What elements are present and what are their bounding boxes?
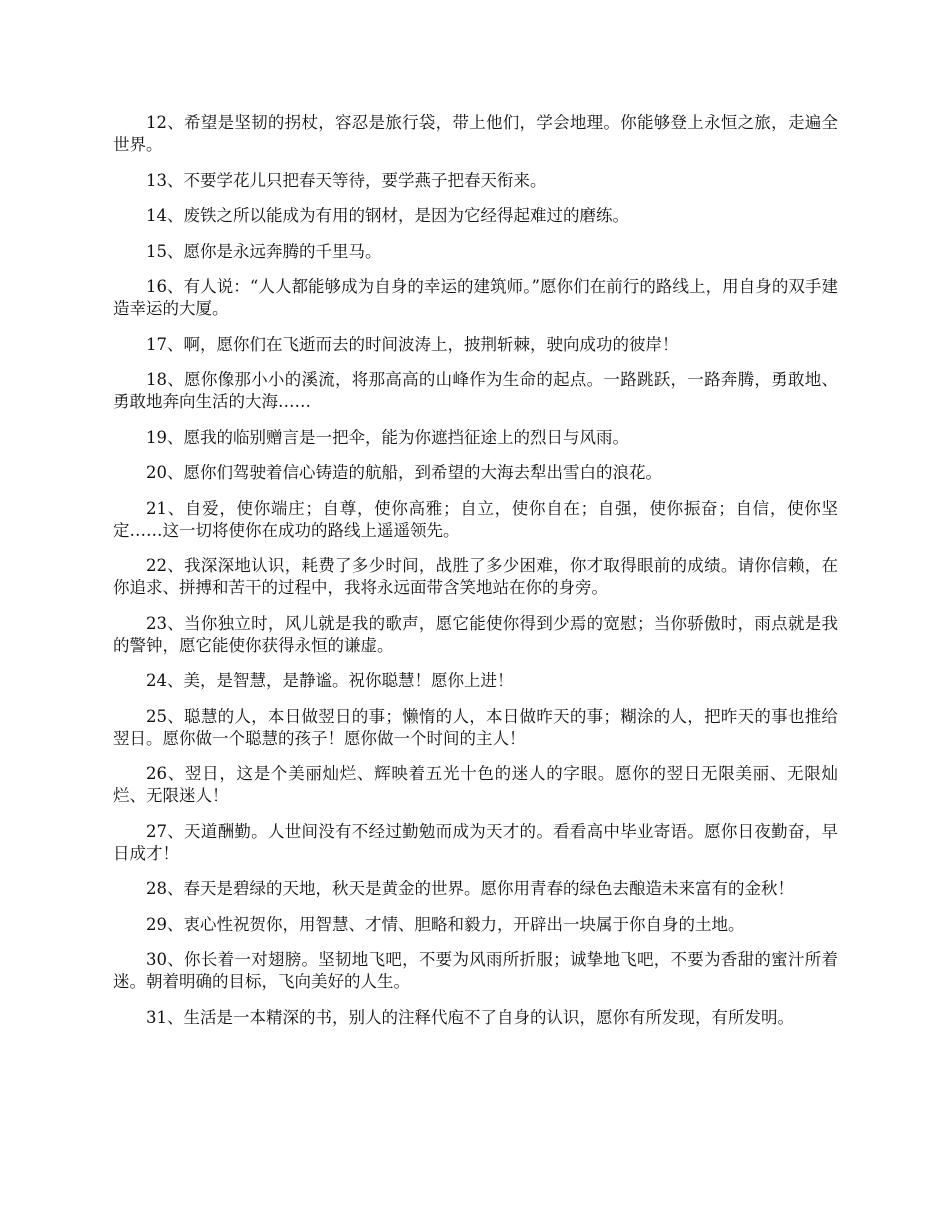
paragraph-18: 18、愿你像那小小的溪流，将那高高的山峰作为生命的起点。一路跳跃，一路奔腾，勇敢地、勇敢地奔向生活的大海…… <box>113 370 838 411</box>
paragraph-24: 24、美，是智慧，是静谧。祝你聪慧！愿你上进！ <box>146 671 514 690</box>
paragraph-27: 27、天道酬勤。人世间没有不经过勤勉而成为天才的。看看高中毕业寄语。愿你日夜勤奋，早日成才！ <box>113 821 838 863</box>
paragraph-22: 22、我深深地认识，耗费了多少时间，战胜了多少困难，你才取得眼前的成绩。请你信赖，在你追求、拼搏和苦干的过程中，我将永远面带含笑地站在你的身旁。 <box>113 556 838 597</box>
paragraph-30: 30、你长着一对翅膀。坚韧地飞吧，不要为风雨所折服；诚挚地飞吧，不要为香甜的蜜汁所着迷。朝着明确的目标，飞向美好的人生。 <box>113 950 838 991</box>
paragraph-19: 19、愿我的临别赠言是一把伞，能为你遮挡征途上的烈日与风雨。 <box>146 427 629 447</box>
paragraph-20: 20、愿你们驾驶着信心铸造的航船，到希望的大海去犁出雪白的浪花。 <box>146 463 662 482</box>
paragraph-31: 31、生活是一本精深的书，别人的注释代庖不了自身的认识，愿你有所发现，有所发明。 <box>146 1007 794 1027</box>
paragraph-12: 12、希望是坚韧的拐杖，容忍是旅行袋，带上他们，学会地理。你能够登上永恒之旅，走遍全世界。 <box>113 113 838 154</box>
paragraph-25: 25、聪慧的人，本日做翌日的事；懒惰的人，本日做昨天的事；糊涂的人，把昨天的事也推给翌日。愿你做一个聪慧的孩子！愿你做一个时间的主人！ <box>113 706 838 748</box>
paragraph-28: 28、春天是碧绿的天地，秋天是黄金的世界。愿你用青春的绿色去酿造未来富有的金秋！ <box>146 879 794 898</box>
paragraph-29: 29、衷心性祝贺你，用智慧、才情、胆略和毅力，开辟出一块属于你自身的土地。 <box>146 914 745 934</box>
paragraph-26: 26、翌日，这是个美丽灿烂、辉映着五光十色的迷人的字眼。愿你的翌日无限美丽、无限灿烂、无限迷人！ <box>113 764 838 805</box>
paragraph-23: 23、当你独立时，风儿就是我的歌声，愿它能使你得到少焉的宽慰；当你骄傲时，雨点就是我的警钟，愿它能使你获得永恒的谦虚。 <box>113 613 838 655</box>
paragraph-15: 15、愿你是永远奔腾的千里马。 <box>146 241 382 261</box>
paragraph-16: 16、有人说：“人人都能够成为自身的幸运的建筑师。”愿你们在前行的路线上，用自身的双手建造幸运的大厦。 <box>113 277 838 318</box>
paragraph-14: 14、废铁之所以能成为有用的钢材，是因为它经得起难过的磨练。 <box>146 206 629 225</box>
paragraph-17: 17、啊，愿你们在飞逝而去的时间波涛上，披荆斩棘，驶向成功的彼岸！ <box>146 334 679 354</box>
paragraph-13: 13、不要学花儿只把春天等待，要学燕子把春天衔来。 <box>146 170 547 190</box>
document-body <box>113 112 838 1042</box>
paragraph-21: 21、自爱，使你端庄；自尊，使你高雅；自立，使你自在；自强，使你振奋；自信，使你坚定……这一切将使你在成功的路线上遥遥领先。 <box>113 498 838 540</box>
